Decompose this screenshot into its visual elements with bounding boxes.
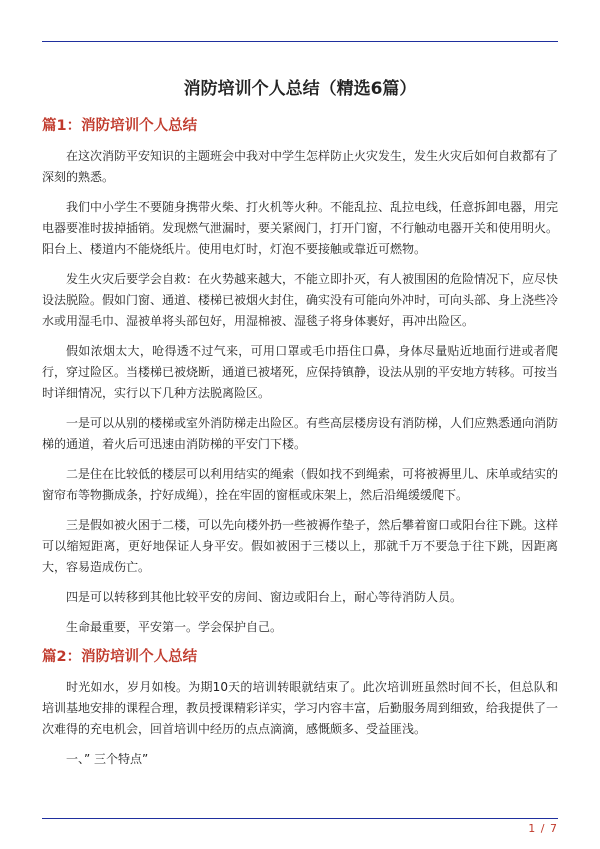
paragraph: 二是住在比较低的楼层可以利用结实的绳索（假如找不到绳索，可将被褥里儿、床单或结实的窗帘布等物撕成条，拧好成绳），拴在牢固的窗框或床架上，然后沿绳缓缓爬下。	[42, 467, 559, 502]
paragraph: 发生火灾后要学会自救：在火势越来越大，不能立即扑灭，有人被围困的危险情况下，应尽快设法脱险。假如门窗、通道、楼梯已被烟火封住，确实没有可能向外冲时，可向头部、身上浇些冷水或用湿毛巾、湿被单将头部包好，用湿棉被、湿毯子将身体裹好，再冲出险区。	[42, 272, 559, 328]
document-body	[42, 76, 558, 779]
page-title: 消防培训个人总结（精选6篇）	[183, 79, 417, 99]
section-2	[42, 647, 558, 770]
footer-rule	[42, 818, 558, 819]
paragraph: 一、” 三个特点”	[66, 752, 149, 766]
paragraph: 我们中小学生不要随身携带火柴、打火机等火种。不能乱拉、乱拉电线，任意拆卸电器，用完电器要准时拔掉插销。发现燃气泄漏时，要关紧阀门，打开门窗，不行触动电器开关和使用明火。阳台上、楼道内不能烧纸片。使用电灯时，灯泡不要接触或靠近可燃物。	[42, 200, 559, 256]
section-heading: 篇2：消防培训个人总结	[42, 649, 198, 665]
paragraph: 四是可以转移到其他比较平安的房间、窗边或阳台上，耐心等待消防人员。	[66, 590, 463, 604]
paragraph: 一是可以从别的楼梯或室外消防梯走出险区。有些高层楼房设有消防梯，人们应熟悉通向消防梯的通道，着火后可迅速由消防梯的平安门下楼。	[42, 416, 559, 451]
header-rule	[42, 41, 558, 42]
paragraph: 在这次消防平安知识的主题班会中我对中学生怎样防止火灾发生，发生火灾后如何自救都有了深刻的熟悉。	[42, 149, 559, 184]
paragraph: 假如浓烟太大，呛得透不过气来，可用口罩或毛巾捂住口鼻，身体尽量贴近地面行进或者爬行，穿过险区。当楼梯已被烧断，通道已被堵死，应保持镇静，设法从别的平安地方转移。可按当时详细情况，实行以下几种方法脱离险区。	[42, 344, 559, 400]
page-indicator: 1 / 7	[528, 822, 558, 835]
paragraph: 三是假如被火困于二楼，可以先向楼外扔一些被褥作垫子，然后攀着窗口或阳台往下跳。这样可以缩短距离，更好地保证人身平安。假如被困于三楼以上，那就千万不要急于往下跳，因距离大，容易造成伤亡。	[42, 518, 559, 574]
paragraph: 时光如水，岁月如梭。为期10天的培训转眼就结束了。此次培训班虽然时间不长，但总队和培训基地安排的课程合理，教员授课精彩详实，学习内容丰富，后勤服务周到细致，给我提供了一次难得的充电机会，回首培训中经历的点点滴滴，感慨颇多、受益匪浅。	[42, 680, 559, 736]
paragraph: 生命最重要，平安第一。学会保护自己。	[66, 620, 283, 634]
section-1	[42, 116, 558, 638]
section-heading: 篇1：消防培训个人总结	[42, 118, 198, 134]
